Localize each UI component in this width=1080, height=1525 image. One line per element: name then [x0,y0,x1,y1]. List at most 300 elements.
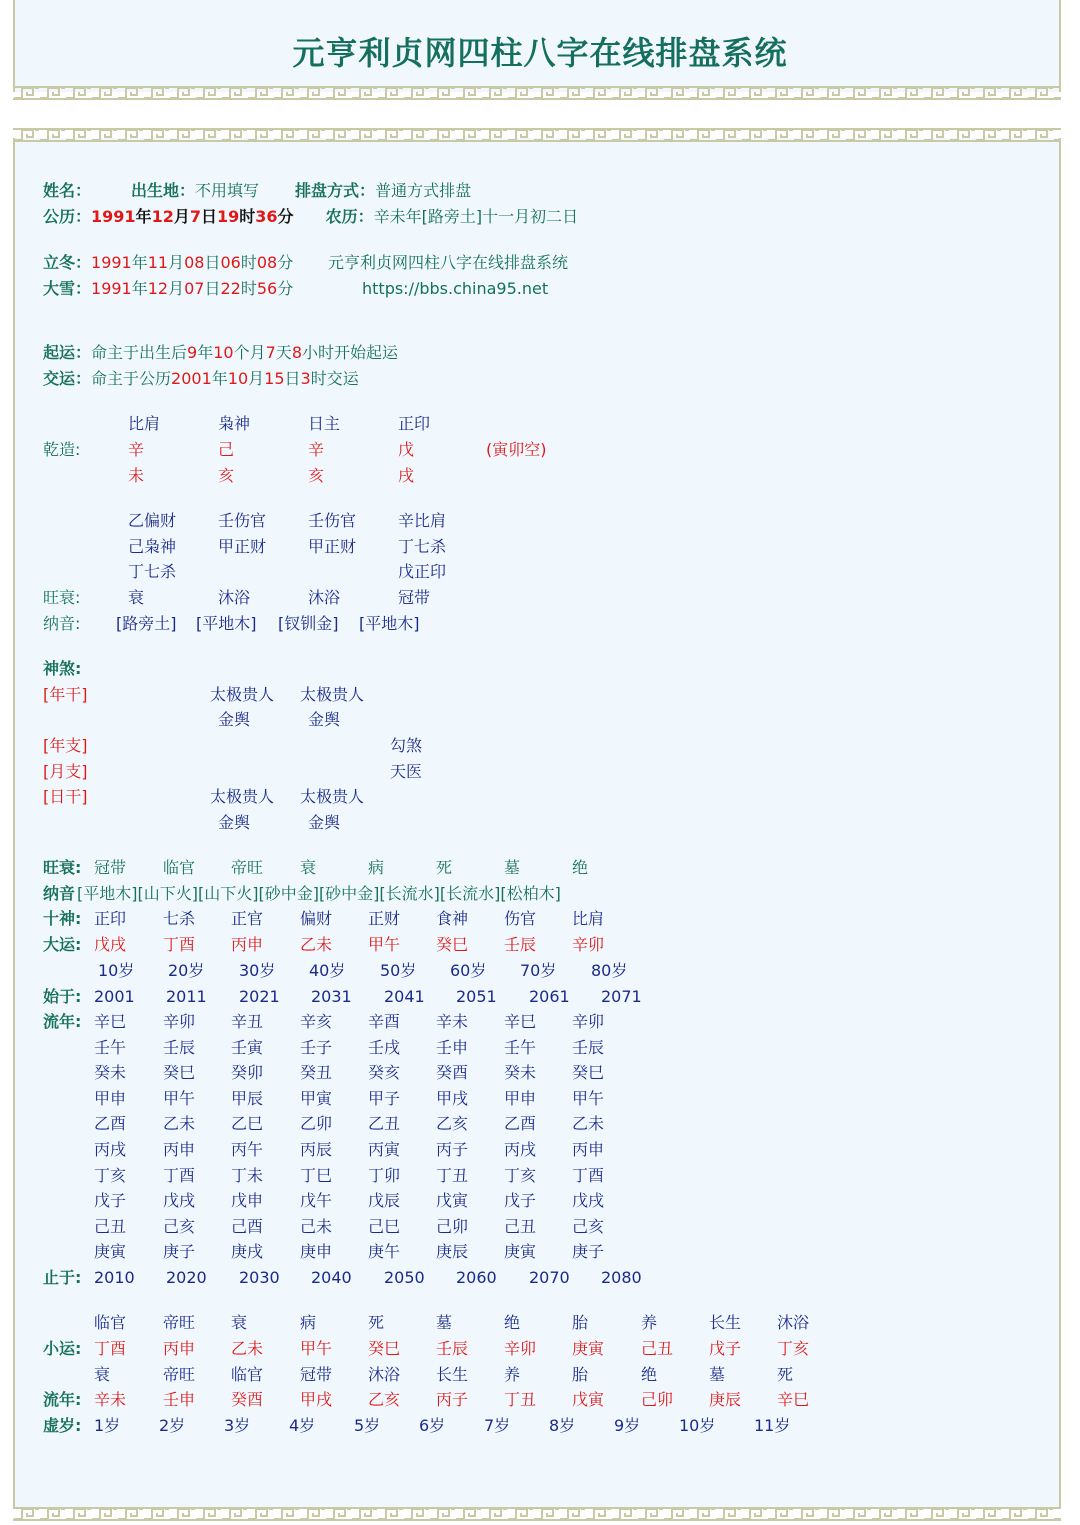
lidong-day: 08 [184,253,205,272]
dayun-ws: 衰 [300,858,317,877]
xiaoyun-ws-bottom: 冠带 [300,1365,333,1384]
liunian-cell: 戊戌 [163,1191,196,1211]
liunian-cell: 丙戌 [504,1140,537,1159]
dayun-pillar: 壬辰 [504,935,537,954]
xiaoyun-ws-top: 养 [641,1313,658,1332]
shensha-yue-zhi: [月支] [43,762,88,781]
nayin-label: 纳音: [43,614,81,633]
dayun-pillar: 甲午 [368,935,401,954]
liunian-cell: 己卯 [436,1216,469,1236]
liunian-cell: 乙未 [572,1114,605,1134]
xiaoyun-liunian: 丁丑 [504,1390,537,1409]
dayun-end-year: 2070 [529,1268,570,1287]
xiaoyun-ws-bottom: 死 [777,1365,794,1384]
liunian-cell: 戊子 [504,1191,537,1211]
liunian-cell: 乙未 [163,1114,196,1134]
shensha-item: 太极贵人 [210,685,275,704]
liunian-cell: 壬寅 [231,1037,264,1057]
lidong-month: 11 [147,253,169,272]
liunian-cell: 甲申 [504,1088,537,1108]
liunian-cell: 乙卯 [300,1114,333,1134]
xiaoyun-pillar: 丁酉 [94,1339,127,1358]
dayun-god: 偏财 [300,909,333,928]
name-label: 姓名： [43,181,92,200]
jiaoyun-month: 10 [227,369,249,388]
liunian-cell: 壬午 [504,1037,537,1057]
hidden-stem: 甲正财 [218,537,267,556]
xiaoyun-pillar: 丁亥 [777,1339,810,1358]
liunian-cell: 辛卯 [163,1012,196,1031]
xiaoyun-liunian: 乙亥 [368,1390,401,1409]
liunian-cell: 壬辰 [572,1037,605,1057]
unit: 月 [168,279,185,298]
xiaoyun-ws-top: 病 [300,1313,317,1332]
lunar-value: 辛未年[路旁土]十一月初二日 [373,207,579,226]
liunian-cell: 丁酉 [163,1165,196,1185]
dayun-start-year: 2061 [529,987,570,1006]
daxue-month: 12 [147,279,169,298]
xiaoyun-ws-bottom: 养 [504,1365,521,1384]
dayun-start-year: 2021 [239,987,280,1006]
liunian-cell: 壬午 [94,1037,127,1057]
dayun-ws: 墓 [504,858,521,877]
liunian-cell: 辛亥 [300,1012,333,1031]
liunian-cell: 癸巳 [163,1063,196,1083]
liunian-cell: 辛巳 [504,1012,537,1031]
liunian-cell: 壬子 [300,1037,333,1057]
xiaoyun-ws-top: 沐浴 [777,1313,810,1332]
wangshuai-2: 沐浴 [308,588,341,607]
liunian-cell: 癸丑 [300,1063,333,1083]
liunian-cell: 丁巳 [300,1165,333,1185]
liunian-cell: 壬戌 [368,1037,401,1057]
branch-2: 亥 [308,466,325,485]
liunian-cell: 乙亥 [436,1114,469,1134]
dayun-nayin-label: 纳音 [43,884,76,903]
dayun-ws: 临官 [163,858,196,877]
liunian-cell: 庚子 [572,1242,605,1262]
liunian-cell: 丁亥 [504,1165,537,1185]
liunian-cell: 戊子 [94,1191,127,1211]
xiaoyun-pillar: 癸巳 [368,1339,401,1358]
liunian-cell: 庚辰 [436,1242,469,1262]
daxue-year: 1991 [91,279,132,298]
dayun-god: 正财 [368,909,401,928]
dayun-ws: 绝 [572,858,589,877]
shensha-label: 神煞: [43,659,82,678]
xiaoyun-liunian: 丙子 [436,1390,469,1409]
god-3: 正印 [398,414,431,433]
xusui-age: 5岁 [354,1416,381,1435]
jiaoyun-text: 命主于公历 [91,369,172,388]
liunian-cell: 庚申 [300,1242,333,1262]
liunian-cell: 甲午 [163,1088,196,1108]
xusui-age: 4岁 [289,1416,316,1435]
xiaoyun-liunian-label: 流年: [43,1390,82,1409]
qiyun-days: 7 [265,343,276,362]
dayun-god: 伤官 [504,909,537,928]
xiaoyun-pillar: 壬辰 [436,1339,469,1358]
liunian-cell: 庚寅 [504,1242,537,1262]
unit: 时 [240,253,257,272]
liunian-cell: 甲戌 [436,1088,469,1108]
page-title: 元亨利贞网四柱八字在线排盘系统 [292,34,788,72]
shensha-item: 金舆 [218,813,251,832]
liunian-cell: 壬辰 [163,1037,196,1057]
xusui-age: 8岁 [549,1416,576,1435]
liunian-cell: 癸亥 [368,1063,401,1083]
dayun-end-year: 2060 [456,1268,497,1287]
xusui-age: 2岁 [159,1416,186,1435]
daxue-row [43,279,293,299]
wangshuai-0: 衰 [128,588,145,607]
dayun-age: 20岁 [168,961,205,980]
dayun-god: 食神 [436,909,469,928]
dayun-start-label: 始于: [43,987,82,1006]
site-url-link[interactable]: https://bbs.china95.net [362,279,549,298]
hidden-stem: 戊正印 [398,562,447,581]
dayun-age: 70岁 [520,961,557,980]
solar-hour-unit: 时 [239,207,256,226]
liunian-cell: 己丑 [94,1216,127,1236]
liunian-cell: 辛未 [436,1012,469,1031]
stem-0: 辛 [128,440,145,459]
dayun-start-year: 2071 [601,987,642,1006]
shensha-item: 天医 [390,762,423,781]
dayun-god: 正印 [94,909,127,928]
branch-0: 未 [128,466,145,485]
xiaoyun-liunian: 己卯 [641,1390,674,1409]
dayun-age: 50岁 [380,961,417,980]
wangshuai-1: 沐浴 [218,588,251,607]
xiaoyun-liunian: 癸酉 [231,1390,264,1409]
shensha-item: 金舆 [308,813,341,832]
method-label: 排盘方式： [295,181,376,200]
xiaoyun-pillar: 戊子 [709,1339,742,1358]
dayun-pillar: 戊戌 [94,935,127,954]
xusui-age: 6岁 [419,1416,446,1435]
unit: 年 [131,279,148,298]
xiaoyun-ws-bottom: 绝 [641,1365,658,1384]
dayun-pillar: 癸巳 [436,935,469,954]
hidden-stem: 壬伤官 [308,511,357,530]
god-2: 日主 [308,414,341,433]
lidong-row [43,253,293,273]
dayun-pillar: 辛卯 [572,935,605,954]
liunian-cell: 癸未 [94,1063,127,1083]
xusui-label: 虚岁: [43,1416,82,1435]
dayun-god-label: 十神: [43,909,82,928]
dayun-ws: 帝旺 [231,858,264,877]
wangshuai-label: 旺衰: [43,588,81,607]
unit: 月 [248,369,265,388]
dayun-age: 40岁 [309,961,346,980]
main-top-fret-border [13,126,1061,144]
nayin-0: [路旁土] [116,614,177,633]
xusui-age: 11岁 [754,1416,791,1435]
shensha-ri-gan: [日干] [43,787,88,806]
liunian-cell: 壬申 [436,1037,469,1057]
branch-1: 亥 [218,466,235,485]
god-1: 枭神 [218,414,251,433]
solar-day-unit: 日 [200,207,217,226]
xusui-age: 7岁 [484,1416,511,1435]
liunian-cell: 丁未 [231,1165,264,1185]
xiaoyun-liunian: 甲戌 [300,1390,333,1409]
shensha-item: 金舆 [308,710,341,729]
liunian-cell: 丙申 [163,1140,196,1159]
info-row-1 [43,181,471,201]
dayun-end-year: 2020 [166,1268,207,1287]
xiaoyun-ws-top: 胎 [572,1313,589,1332]
stem-1: 己 [218,440,235,459]
dayun-end-year: 2040 [311,1268,352,1287]
xiaoyun-ws-bottom: 临官 [231,1365,264,1384]
dayun-age: 80岁 [591,961,628,980]
site-name: 元亨利贞网四柱八字在线排盘系统 [328,253,569,272]
dayun-start-year: 2001 [94,987,135,1006]
shensha-nian-gan: [年干] [43,685,88,704]
liunian-cell: 丁卯 [368,1165,401,1185]
unit: 年 [131,253,148,272]
liunian-cell: 庚午 [368,1242,401,1262]
kong-note: (寅卯空) [486,440,547,459]
hidden-stem: 壬伤官 [218,511,267,530]
birthplace-label: 出生地： [131,181,196,200]
xiaoyun-pillar: 己丑 [641,1339,674,1358]
dayun-ws: 病 [368,858,385,877]
liunian-cell: 辛卯 [572,1012,605,1031]
birthplace-value: 不用填写 [195,181,260,200]
solar-month: 12 [151,207,174,226]
stem-3: 戊 [398,440,415,459]
xiaoyun-liunian: 庚辰 [709,1390,742,1409]
unit: 分 [277,253,294,272]
liunian-cell: 戊寅 [436,1191,469,1211]
dayun-end-year: 2030 [239,1268,280,1287]
unit: 年 [211,369,228,388]
qiyun-text-end: 小时开始起运 [302,343,399,362]
liunian-cell: 己亥 [572,1216,605,1236]
shensha-item: 太极贵人 [210,787,275,806]
liunian-cell: 戊申 [231,1191,264,1211]
top-fret-border [13,84,1061,102]
shensha-item: 金舆 [218,710,251,729]
dayun-god: 比肩 [572,909,605,928]
dayun-label: 大运: [43,935,82,954]
branch-3: 戌 [398,466,415,485]
liunian-cell: 丙申 [572,1140,605,1159]
unit: 日 [204,279,221,298]
xiaoyun-pillar: 丙申 [163,1339,196,1358]
liunian-cell: 癸酉 [436,1063,469,1083]
liunian-cell: 甲寅 [300,1088,333,1108]
xiaoyun-pillar: 甲午 [300,1339,333,1358]
nayin-3: [平地木] [359,614,420,633]
liunian-cell: 丙戌 [94,1140,127,1159]
liunian-cell: 丙寅 [368,1140,401,1159]
dayun-end-label: 止于: [43,1268,82,1287]
dayun-start-year: 2041 [384,987,425,1006]
xiaoyun-ws-top: 长生 [709,1313,742,1332]
liunian-cell: 丁酉 [572,1165,605,1185]
god-0: 比肩 [128,414,161,433]
dayun-age: 30岁 [239,961,276,980]
dayun-ws: 死 [436,858,453,877]
daxue-hour: 22 [220,279,241,298]
liunian-cell: 丁亥 [94,1165,127,1185]
xiaoyun-liunian: 壬申 [163,1390,196,1409]
liunian-cell: 癸卯 [231,1063,264,1083]
liunian-cell: 丁丑 [436,1165,469,1185]
xiaoyun-ws-bottom: 墓 [709,1365,726,1384]
liunian-cell: 辛巳 [94,1012,127,1031]
jiaoyun-label: 交运： [43,369,92,388]
unit: 分 [277,279,294,298]
liunian-cell: 甲子 [368,1088,401,1108]
xiaoyun-pillar: 庚寅 [572,1339,605,1358]
qiyun-hours: 8 [291,343,302,362]
hidden-stem: 丁七杀 [398,537,447,556]
liunian-cell: 丙子 [436,1140,469,1159]
dayun-ws: 冠带 [94,858,127,877]
jiaoyun-hour: 3 [300,369,311,388]
xiaoyun-ws-top: 绝 [504,1313,521,1332]
lidong-hour: 06 [220,253,241,272]
dayun-god: 七杀 [163,909,196,928]
xiaoyun-ws-bottom: 胎 [572,1365,589,1384]
hidden-stem: 丁七杀 [128,562,177,581]
jiaoyun-text-end: 时交运 [310,369,359,388]
xiaoyun-ws-top: 衰 [231,1313,248,1332]
dayun-pillar: 丁酉 [163,935,196,954]
liunian-cell: 辛酉 [368,1012,401,1031]
dayun-end-year: 2080 [601,1268,642,1287]
nayin-2: [钗钏金] [278,614,339,633]
solar-year: 1991 [91,207,136,226]
xusui-age: 1岁 [94,1416,121,1435]
hidden-stem: 乙偏财 [128,511,177,530]
dayun-nayin: [平地木][山下火][山下火][砂中金][砂中金][长流水][长流水][松柏木] [77,884,561,903]
liunian-label: 流年: [43,1012,82,1031]
solar-hour: 19 [217,207,240,226]
solar-label: 公历： [43,207,92,226]
liunian-cell: 庚子 [163,1242,196,1262]
qiyun-months: 10 [213,343,234,362]
lidong-minute: 08 [256,253,278,272]
info-row-2 [43,207,578,227]
xiaoyun-pillar: 乙未 [231,1339,264,1358]
xiaoyun-ws-bottom: 长生 [436,1365,469,1384]
lidong-year: 1991 [91,253,132,272]
liunian-cell: 己酉 [231,1216,264,1236]
dayun-pillar: 乙未 [300,935,333,954]
daxue-label: 大雪： [43,279,92,298]
unit: 日 [204,253,221,272]
liunian-cell: 丙午 [231,1140,264,1159]
qiyun-label: 起运： [43,343,92,362]
bottom-fret-border [13,1505,1061,1523]
dayun-age: 10岁 [98,961,135,980]
liunian-cell: 丙辰 [300,1140,333,1159]
xiaoyun-ws-bottom: 沐浴 [368,1365,401,1384]
xusui-age: 10岁 [679,1416,716,1435]
liunian-cell: 庚戌 [231,1242,264,1262]
solar-minute-unit: 分 [277,207,294,226]
xiaoyun-ws-top: 死 [368,1313,385,1332]
shensha-item: 太极贵人 [300,787,365,806]
xiaoyun-liunian: 辛巳 [777,1390,810,1409]
jiaoyun-row [43,369,359,389]
dayun-start-year: 2051 [456,987,497,1006]
xiaoyun-ws-top: 临官 [94,1313,127,1332]
qianzao-label: 乾造: [43,440,81,459]
solar-minute: 36 [255,207,278,226]
xiaoyun-liunian: 戊寅 [572,1390,605,1409]
qiyun-years: 9 [187,343,198,362]
shensha-item: 勾煞 [390,736,423,755]
liunian-cell: 乙丑 [368,1114,401,1134]
liunian-cell: 戊戌 [572,1191,605,1211]
stem-2: 辛 [308,440,325,459]
liunian-cell: 乙酉 [504,1114,537,1134]
xiaoyun-ws-bottom: 帝旺 [163,1365,196,1384]
unit: 天 [275,343,292,362]
shensha-item: 太极贵人 [300,685,365,704]
unit: 时 [240,279,257,298]
jiaoyun-year: 2001 [171,369,212,388]
dayun-god: 正官 [231,909,264,928]
hidden-stem: 己枭神 [128,537,177,556]
dayun-end-year: 2050 [384,1268,425,1287]
lunar-label: 农历： [325,207,374,226]
liunian-cell: 甲申 [94,1088,127,1108]
liunian-cell: 甲午 [572,1088,605,1108]
dayun-start-year: 2031 [311,987,352,1006]
hidden-stem: 甲正财 [308,537,357,556]
shensha-nian-zhi: [年支] [43,736,88,755]
xiaoyun-ws-bottom: 衰 [94,1365,111,1384]
hidden-stem: 辛比肩 [398,511,447,530]
qiyun-text: 命主于出生后 [91,343,188,362]
unit: 个月 [233,343,266,362]
dayun-ws-label: 旺衰: [43,858,82,877]
dayun-pillar: 丙申 [231,935,264,954]
xusui-age: 3岁 [224,1416,251,1435]
xusui-age: 9岁 [614,1416,641,1435]
solar-month-unit: 月 [173,207,190,226]
liunian-cell: 戊辰 [368,1191,401,1211]
liunian-cell: 己丑 [504,1216,537,1236]
wangshuai-3: 冠带 [398,588,431,607]
liunian-cell: 辛丑 [231,1012,264,1031]
unit: 月 [168,253,185,272]
unit: 日 [284,369,301,388]
jiaoyun-day: 15 [264,369,285,388]
lidong-label: 立冬： [43,253,92,272]
xiaoyun-ws-top: 墓 [436,1313,453,1332]
xiaoyun-liunian: 辛未 [94,1390,127,1409]
liunian-cell: 戊午 [300,1191,333,1211]
liunian-cell: 癸巳 [572,1063,605,1083]
daxue-minute: 56 [256,279,278,298]
liunian-cell: 己亥 [163,1216,196,1236]
xiaoyun-ws-top: 帝旺 [163,1313,196,1332]
liunian-cell: 己巳 [368,1216,401,1236]
liunian-cell: 甲辰 [231,1088,264,1108]
liunian-cell: 乙巳 [231,1114,264,1134]
daxue-day: 07 [184,279,205,298]
